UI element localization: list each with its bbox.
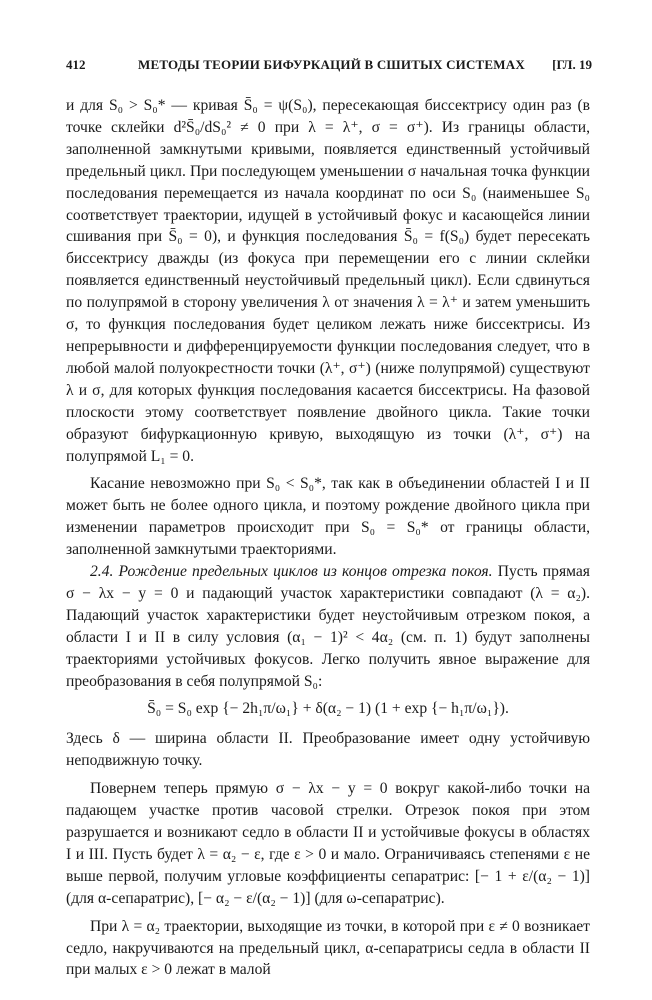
paragraph-delta: Здесь δ — ширина области II. Преобразование имеет одну устойчивую неподвижную точку. — [66, 730, 590, 770]
section-heading: 2.4. Рождение предельных циклов из концов отрезка покоя. — [90, 563, 493, 581]
paragraph-tangency: Касание невозможно при S₀ < S₀*, так как в объединении областей I и II может быть не более одного цикла, и поэтому рождение двойного цикла при изменении параметров происходит при S₀ = S₀* от границы области, заполненной замкнутыми траекториями. — [66, 475, 590, 559]
page-body — [66, 95, 590, 981]
page-number: 412 — [66, 57, 86, 72]
running-header — [66, 57, 592, 77]
chapter-label: [ГЛ. 19 — [552, 57, 592, 72]
paragraph-rotation: Повернем теперь прямую σ − λx − y = 0 вокруг какой-либо точки на падающем участке против часовой стрелки. Отрезок покоя при этом разрушается и возникают седло в области II и устойчивые фокусы в областях I и III. Пусть будет λ = α₂ − ε, где ε > 0 и мало. Ограничиваясь степенями ε не выше первой, получим угловые коэффициенты сепаратрис: [− 1 + ε/(α₂ − 1)] (для α-сепаратрис), [− α₂ − ε/(α₂ − 1)] (для ω-сепаратрис). — [66, 780, 590, 907]
paragraph-continued: и для S₀ > S₀* — кривая S̄₀ = ψ(S₀), пересекающая биссектрису один раз (в точке склейки d²S̄₀/dS₀² ≠ 0 при λ = λ⁺, σ = σ⁺). Из границы области, заполненной замкнутыми кривыми, появляется единственный устойчивый предельный цикл. При последующем уменьшении σ начальная точка функции последования перемещается из начала координат по оси S₀ (наименьшее S₀ соответствует траектории, идущей в устойчивый фокус и касающейся линии сшивания при S̄₀ = 0), и функция последования S̄₀ = f(S₀) будет пересекать биссектрису дважды (из фокуса при перемещении его с линии склейки появляется единственный неустойчивый предельный цикл). Если сдвинуться по полупрямой в сторону увеличения λ от значения λ = λ⁺ и затем уменьшить σ, то функция последования будет целиком лежать ниже биссектрисы. Из непрерывности и дифференцируемости функции последования следует, что в любой малой полуокрестности точки (λ⁺, σ⁺) (ниже полупрямой) существуют λ и σ, для которых функция последования касается биссектрисы. На фазовой плоскости этому соответствует появление двойного цикла. Такие точки образуют бифуркационную кривую, выходящую из точки (λ⁺, σ⁺) на полупрямой L₁ = 0. — [66, 97, 590, 465]
paragraph-saddle: При λ = α₂ траектории, выходящие из точки, в которой при ε ≠ 0 возникает седло, накручиваются на предельный цикл, α-сепаратрисы седла в области II при малых ε > 0 лежат в малой — [66, 917, 590, 979]
paragraph-section-2-4 — [66, 561, 590, 692]
running-title: МЕТОДЫ ТЕОРИИ БИФУРКАЦИЙ В СШИТЫХ СИСТЕМАХ — [138, 57, 525, 72]
section-text: Пусть прямая σ − λx − y = 0 и падающий участок характеристики совпадают (λ = α₂). Падающий участок характеристики будет неустойчивым отрезком покоя, а области I и II в силу условия (α₁ − 1)² < 4α₂ (см. п. 1) будут заполнены траекториями устойчивых фокусов. Легко получить явное выражение для преобразования в себя полупрямой S₀: — [66, 563, 590, 690]
display-formula: S̄₀ = S₀ exp {− 2h₁π/ω₁} + δ(α₂ − 1) (1 + exp {− h₁π/ω₁}). — [147, 700, 509, 718]
